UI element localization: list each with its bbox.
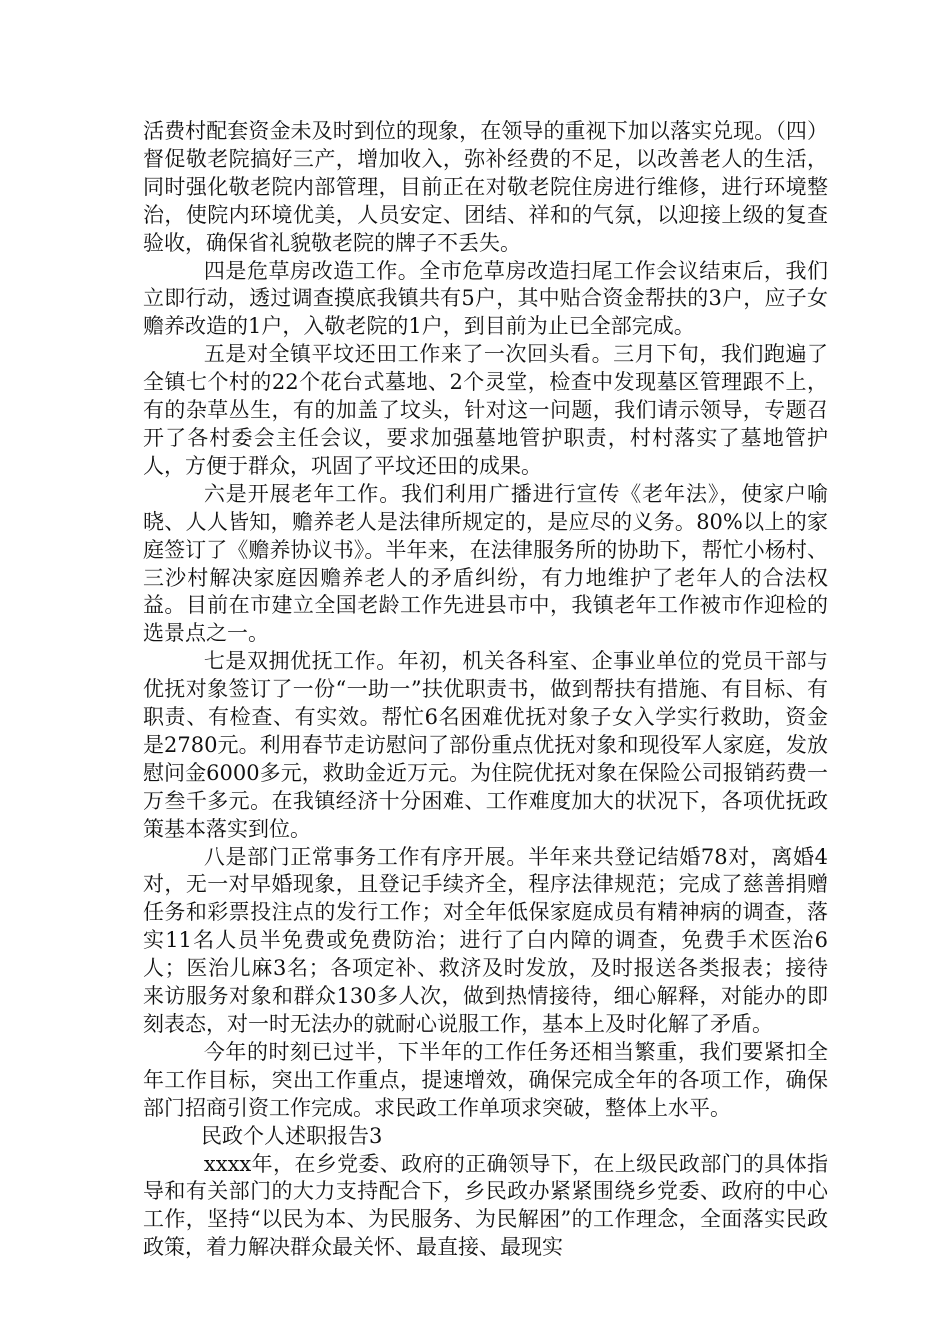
report-heading: 民政个人述职报告3 — [201, 1123, 383, 1148]
paragraph-dilapidated-housing: 四是危草房改造工作。全市危草房改造扫尾工作会议结束后，我们立即行动，透过调查摸底我镇共有5户，其中贴合资金帮扶的3户，应子女赡养改造的1户，入敬老院的1户，到目前为止已全部完成。 — [143, 258, 828, 339]
document-body — [143, 118, 828, 1262]
paragraph-report-intro: xxxx年，在乡党委、政府的正确领导下，在上级民政部门的具体指导和有关部门的大力支持配合下，乡民政办紧紧围绕乡党委、政府的中心工作，坚持“以民为本、为民服务、为民解困”的工作理念，全面落实民政政策，着力解决群众最关怀、最直接、最现实 — [143, 1151, 828, 1260]
paragraph-grave-review: 五是对全镇平坟还田工作来了一次回头看。三月下旬，我们跑遍了全镇七个村的22个花台式墓地、2个灵堂，检查中发现墓区管理跟不上，有的杂草丛生，有的加盖了坟头，针对这一问题，我们请示领导，专题召开了各村委会主任会议，要求加强墓地管护职责，村村落实了墓地管护人，方便于群众，巩固了平坟还田的成果。 — [143, 342, 828, 478]
paragraph-second-half-plan: 今年的时刻已过半，下半年的工作任务还相当繁重，我们要紧扣全年工作目标，突出工作重点，提速增效，确保完成全年的各项工作，确保部门招商引资工作完成。求民政工作单项求突破，整体上水平。 — [143, 1039, 828, 1120]
paragraph-military-support: 七是双拥优抚工作。年初，机关各科室、企事业单位的党员干部与优抚对象签订了一份“一助一”扶优职责书，做到帮扶有措施、有目标、有职责、有检查、有实效。帮忙6名困难优抚对象子女入学实行救助，资金是2780元。利用春节走访慰问了部份重点优抚对象和现役军人家庭，发放慰问金6000多元，救助金近万元。为住院优抚对象在保险公司报销药费一万叁千多元。在我镇经济十分困难、工作难度加大的状况下，各项优抚政策基本落实到位。 — [143, 649, 828, 841]
paragraph-continuation: 活费村配套资金未及时到位的现象，在领导的重视下加以落实兑现。（四）督促敬老院搞好三产，增加收入，弥补经费的不足，以改善老人的生活，同时强化敬老院内部管理，目前正在对敬老院住房进行维修，进行环境整治，使院内环境优美，人员安定、团结、祥和的气氛，以迎接上级的复查验收，确保省礼貌敬老院的牌子不丢失。 — [143, 119, 828, 255]
paragraph-routine-affairs: 八是部门正常事务工作有序开展。半年来共登记结婚78对，离婚4对，无一对早婚现象，且登记手续齐全，程序法律规范；完成了慈善捐赠任务和彩票投注点的发行工作；对全年低保家庭成员有精神病的调查，落实11名人员半免费或免费防治；进行了白内障的调查，免费手术医治6人；医治儿麻3名；各项定补、救济及时发放，及时报送各类报表；接待来访服务对象和群众130多人次，做到热情接待，细心解释，对能办的即刻表态，对一时无法办的就耐心说服工作，基本上及时化解了矛盾。 — [143, 844, 828, 1036]
paragraph-elderly-work: 六是开展老年工作。我们利用广播进行宣传《老年法》，使家户喻晓、人人皆知，赡养老人是法律所规定的，是应尽的义务。80%以上的家庭签订了《赡养协议书》。半年来，在法律服务所的协助下，帮忙小杨村、三沙村解决家庭因赡养老人的矛盾纠纷，有力地维护了老年人的合法权益。目前在市建立全国老龄工作先进县市中，我镇老年工作被市作迎检的选景点之一。 — [143, 481, 828, 646]
